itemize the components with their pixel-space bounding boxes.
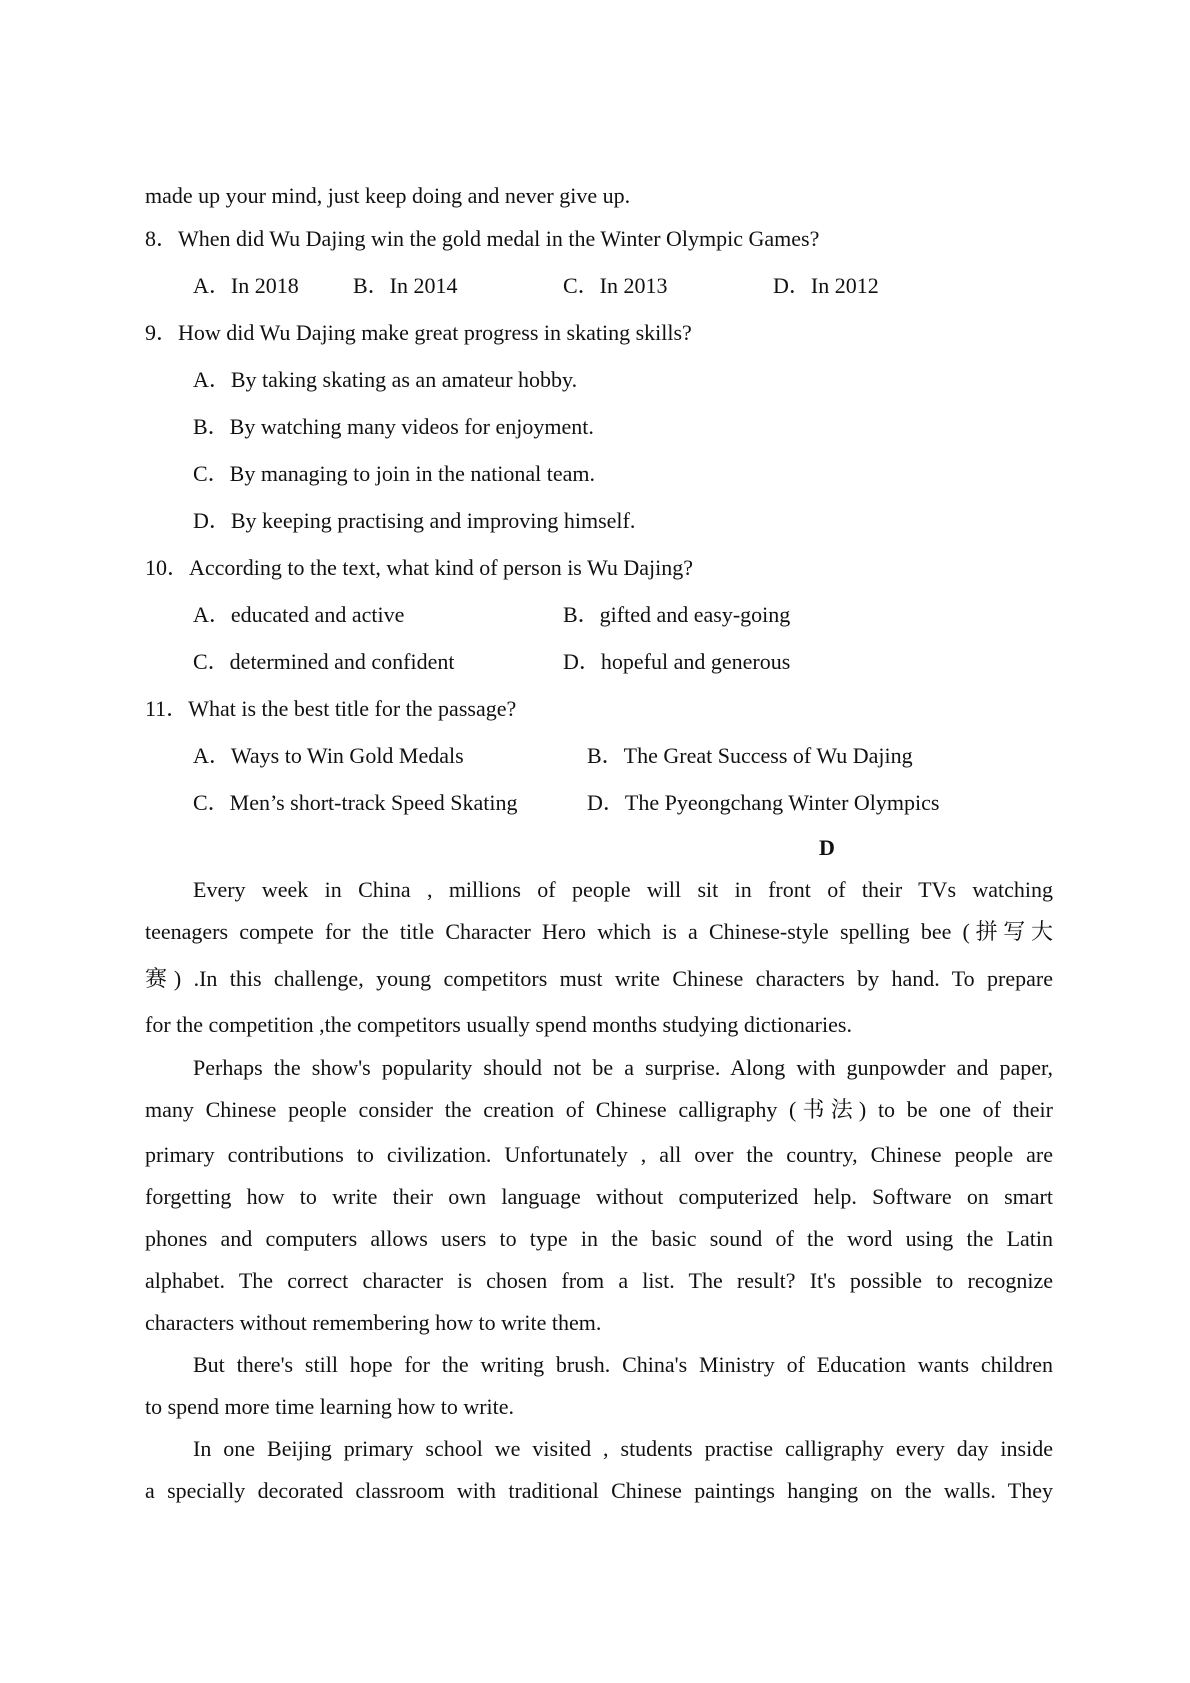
question-10-stem: 10．According to the text, what kind of person is Wu Dajing? xyxy=(145,555,693,580)
passage-line: to spend more time learning how to write. xyxy=(145,1394,515,1419)
passage-line: In one Beijing primary school we visited , students practise calligraphy every day inside xyxy=(193,1436,1053,1461)
passage-line: forgetting how to write their own language without computerized help. Software on smart xyxy=(145,1184,1053,1209)
question-8-option-d[interactable]: D．In 2012 xyxy=(773,273,879,298)
passage-line: primary contributions to civilization. Unfortunately , all over the country, Chinese people are xyxy=(145,1142,1053,1167)
passage-line: phones and computers allows users to type in the basic sound of the word using the Latin xyxy=(145,1226,1053,1251)
question-10-option-c[interactable]: C．determined and confident xyxy=(193,649,455,674)
question-9-option-b[interactable]: B．By watching many videos for enjoyment. xyxy=(193,414,594,439)
passage-line: 赛) .In this challenge, young competitors must write Chinese characters by hand. To prepare xyxy=(145,966,1053,991)
passage-line: Perhaps the show's popularity should not be a surprise. Along with gunpowder and paper, xyxy=(193,1055,1053,1080)
passage-line: Every week in China , millions of people will sit in front of their TVs watching xyxy=(193,877,1053,902)
passage-line: But there's still hope for the writing brush. China's Ministry of Education wants children xyxy=(193,1352,1053,1377)
passage-line: alphabet. The correct character is chosen from a list. The result? It's possible to recognize xyxy=(145,1268,1053,1293)
carry-over-line: made up your mind, just keep doing and never give up. xyxy=(145,183,631,208)
question-10-option-d[interactable]: D．hopeful and generous xyxy=(563,649,791,674)
passage-line: many Chinese people consider the creation of Chinese calligraphy (书法) to be one of their xyxy=(145,1097,1053,1122)
question-9-option-c[interactable]: C．By managing to join in the national team. xyxy=(193,461,596,486)
question-11-stem: 11．What is the best title for the passage? xyxy=(145,696,517,721)
passage-line: for the competition ,the competitors usually spend months studying dictionaries. xyxy=(145,1012,852,1037)
question-11-option-c[interactable]: C．Men’s short-track Speed Skating xyxy=(193,790,518,815)
question-9-stem: 9．How did Wu Dajing make great progress in skating skills? xyxy=(145,320,692,345)
question-11-option-a[interactable]: A．Ways to Win Gold Medals xyxy=(193,743,464,768)
question-8-option-b[interactable]: B．In 2014 xyxy=(353,273,458,298)
question-8-option-a[interactable]: A．In 2018 xyxy=(193,273,299,298)
passage-line: teenagers compete for the title Character Hero which is a Chinese-style spelling bee (拼写大 xyxy=(145,919,1053,944)
question-11-option-b[interactable]: B．The Great Success of Wu Dajing xyxy=(587,743,913,768)
passage-line: a specially decorated classroom with traditional Chinese paintings hanging on the walls. They xyxy=(145,1478,1053,1503)
question-8-option-c[interactable]: C．In 2013 xyxy=(563,273,668,298)
question-9-option-a[interactable]: A．By taking skating as an amateur hobby. xyxy=(193,367,578,392)
question-11-option-d[interactable]: D．The Pyeongchang Winter Olympics xyxy=(587,790,940,815)
question-9-option-d[interactable]: D．By keeping practising and improving himself. xyxy=(193,508,636,533)
section-heading: D xyxy=(819,835,835,860)
passage-line: characters without remembering how to write them. xyxy=(145,1310,602,1335)
question-8-stem: 8．When did Wu Dajing win the gold medal in the Winter Olympic Games? xyxy=(145,226,820,251)
question-10-option-b[interactable]: B．gifted and easy-going xyxy=(563,602,791,627)
question-10-option-a[interactable]: A．educated and active xyxy=(193,602,405,627)
